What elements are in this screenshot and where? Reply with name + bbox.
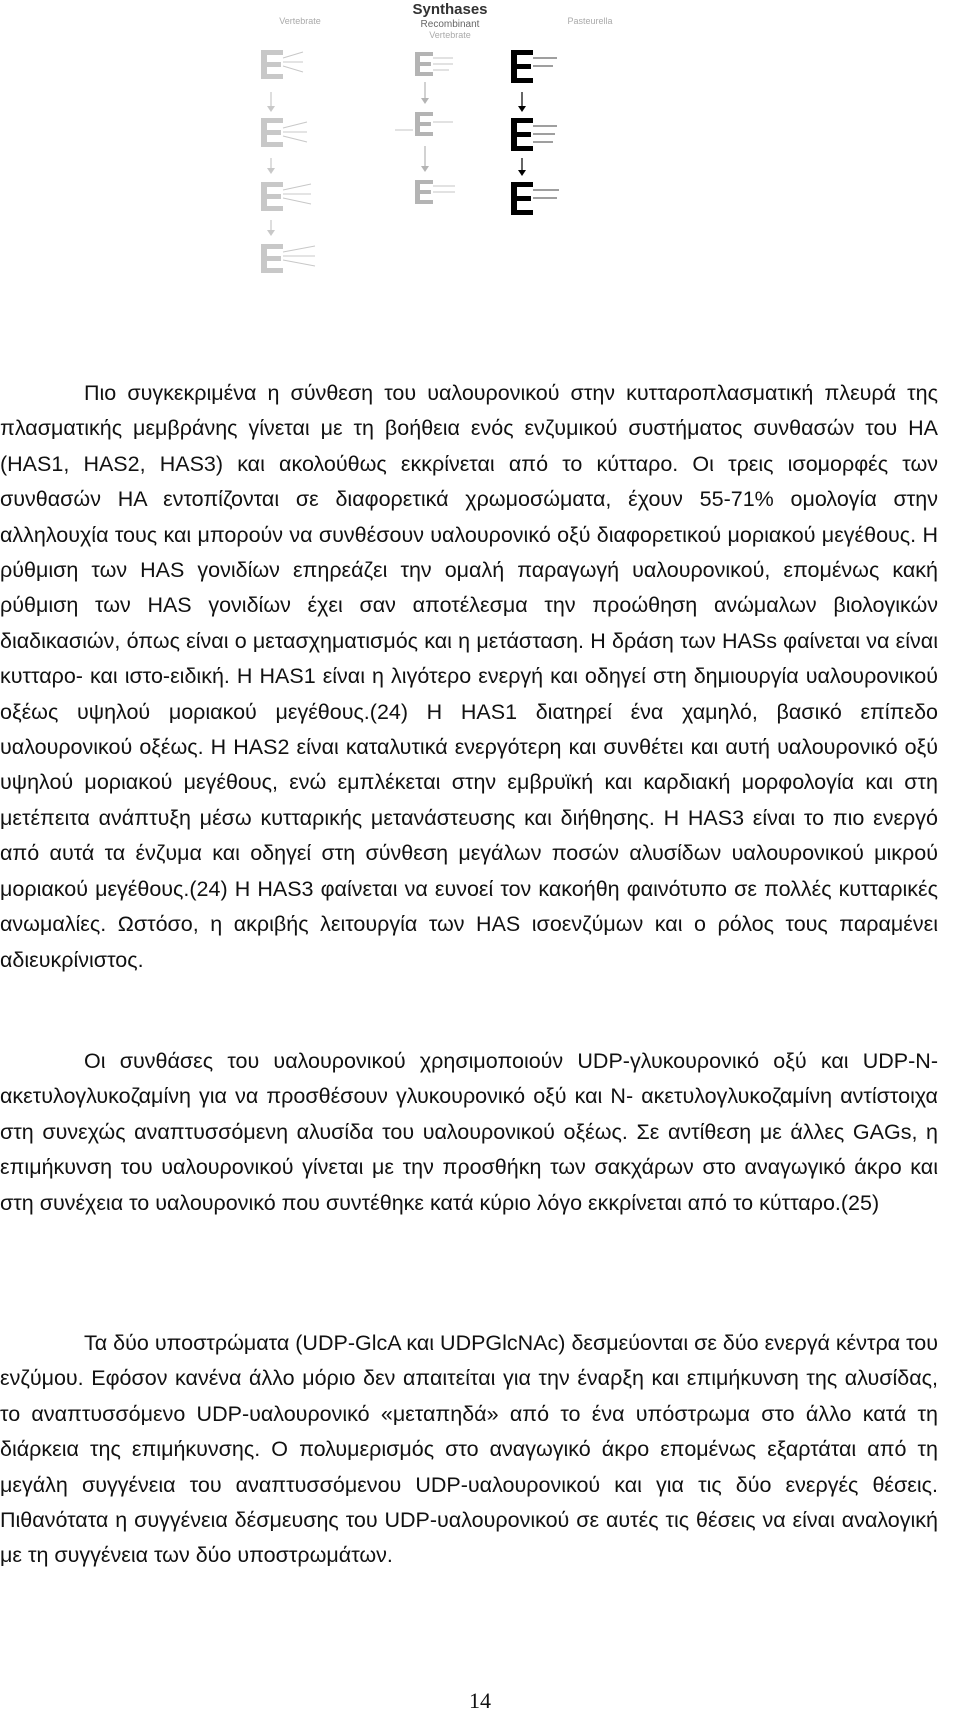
paragraph-text: Πιο συγκεκριμένα η σύνθεση του υαλουρονικού στην κυτταροπλασματική πλευρά της πλασματικής μεμβράνης γίνεται με τη βοήθεια ενός ενζυμικού συστήματος συνθασών του HA (HAS1, HAS2, HAS3) και ακολούθως εκκρίνεται από το κύτταρο. Οι τρεις ισομορφές των συνθασών HA εντοπίζονται σε διαφορετικά χρωμοσώματα, έχουν 55-71% ομολογία στην αλληλουχία τους και μπορούν να συνθέσουν υαλουρονικό οξύ διαφορετικού μοριακού μεγέθους. Η ρύθμιση των HAS γονιδίων επηρεάζει την ομαλή παραγωγή υαλουρονικού, επομένως κακή ρύθμιση των HAS γονιδίων έχει σαν αποτέλεσμα την προώθηση ανώμαλων βιολογικών διαδικασιών, όπως είναι ο μετασχηματισμός και η μετάσταση. Η δράση των HASs φαίνεται να είναι κυτταρο- και ιστο-ειδική. Η HAS1 είναι η λιγότερο ενεργή και οδηγεί στη δημιουργία υαλουρονικού οξέως υψηλού μοριακού μεγέθους.(24) Η HAS1 διατηρεί ένα χαμηλό, βασικό επίπεδο υαλουρονικού οξέως. Η HAS2 είναι καταλυτικά ενεργότερη και συνθέτει και αυτή υαλουρονικό οξύ υψηλού μοριακού μεγέθους, ενώ εμπλέκεται στην εμβρυϊκή και καρδιακή μορφολογία και στη μετέπειτα ανάπτυξη μέσω κυτταρικής μετανάστευσης και διήθησης. Η HAS3 είναι το πιο ενεργό από αυτά τα ένζυμα και οδηγεί στη σύνθεση μεγάλων ποσών αλυσίδων υαλουρονικού μικρού μοριακού μεγέθους.(24) Η HAS3 φαίνεται να ευνοεί τον κακοήθη φαινότυπο σε πολλές κυτταρικές ανωμαλίες. Ωστόσο, η ακριβής λειτουργία των HAS ισοενζύμων και ο ρόλος τους παραμένει αδιευκρίνιστος. [0, 381, 938, 972]
paragraph-synthase-substrates [0, 1044, 960, 1221]
figure-column-left [261, 50, 315, 273]
paragraph-text: Οι συνθάσες του υαλουρονικού χρησιμοποιούν UDP-γλυκουρονικό οξύ και UDP-N-ακετυλογλυκοζαμίνη για να προσθέσουν γλυκουρονικό οξύ και N- ακετυλογλυκοζαμίνη αντίστοιχα στη συνεχώς αναπτυσσόμενη αλυσίδα του υαλουρονικού οξέως. Σε αντίθεση με άλλες GAGs, η επιμήκυνση του υαλουρονικού γίνεται με την προσθήκη των σακχάρων στο αναγωγικό άκρο και στη συνέχεια το υαλουρονικό που συντέθηκε κατά κύριο λόγο εκκρίνεται από το κύτταρο.(25) [0, 1049, 938, 1215]
figure-column-label-left: Vertebrate [279, 16, 321, 26]
page-number: 14 [469, 1688, 491, 1713]
figure-column-label-middle: Vertebrate [429, 30, 471, 40]
figure-column-middle [395, 52, 455, 204]
paragraph-has-isoforms [0, 376, 960, 978]
synthase-figure [255, 0, 715, 300]
paragraph-text: Τα δύο υποστρώματα (UDP-GlcA και UDPGlcNAc) δεσμεύονται σε δύο ενεργά κέντρα του ενζύμου. Εφόσον κανένα άλλο μόριο δεν απαιτείται για την έναρξη και επιμήκυνση της αλυσίδας, το αναπτυσσόμενο UDP-υαλουρονικό «μεταπηδά» από το ένα υπόστρωμα στο άλλο κατά τη διάρκεια της επιμήκυνσης. Ο πολυμερισμός στο αναγωγικό άκρο επομένως εξαρτάται από τη μεγάλη συγγένεια του αναπτυσσόμενου UDP-υαλουρονικού και για τις δύο ενεργές θέσεις. Πιθανότατα η συγγένεια δέσμευσης του UDP-υαλουρονικού σε αυτές τις θέσεις να είναι αναλογική με τη συγγένεια των δύο υποστρωμάτων. [0, 1331, 938, 1568]
figure-subtitle: Recombinant [420, 19, 480, 30]
figure-title: Synthases [412, 1, 488, 18]
figure-column-right [511, 50, 559, 215]
figure-column-label-right: Pasteurella [567, 16, 613, 26]
paragraph-active-sites [0, 1326, 960, 1574]
